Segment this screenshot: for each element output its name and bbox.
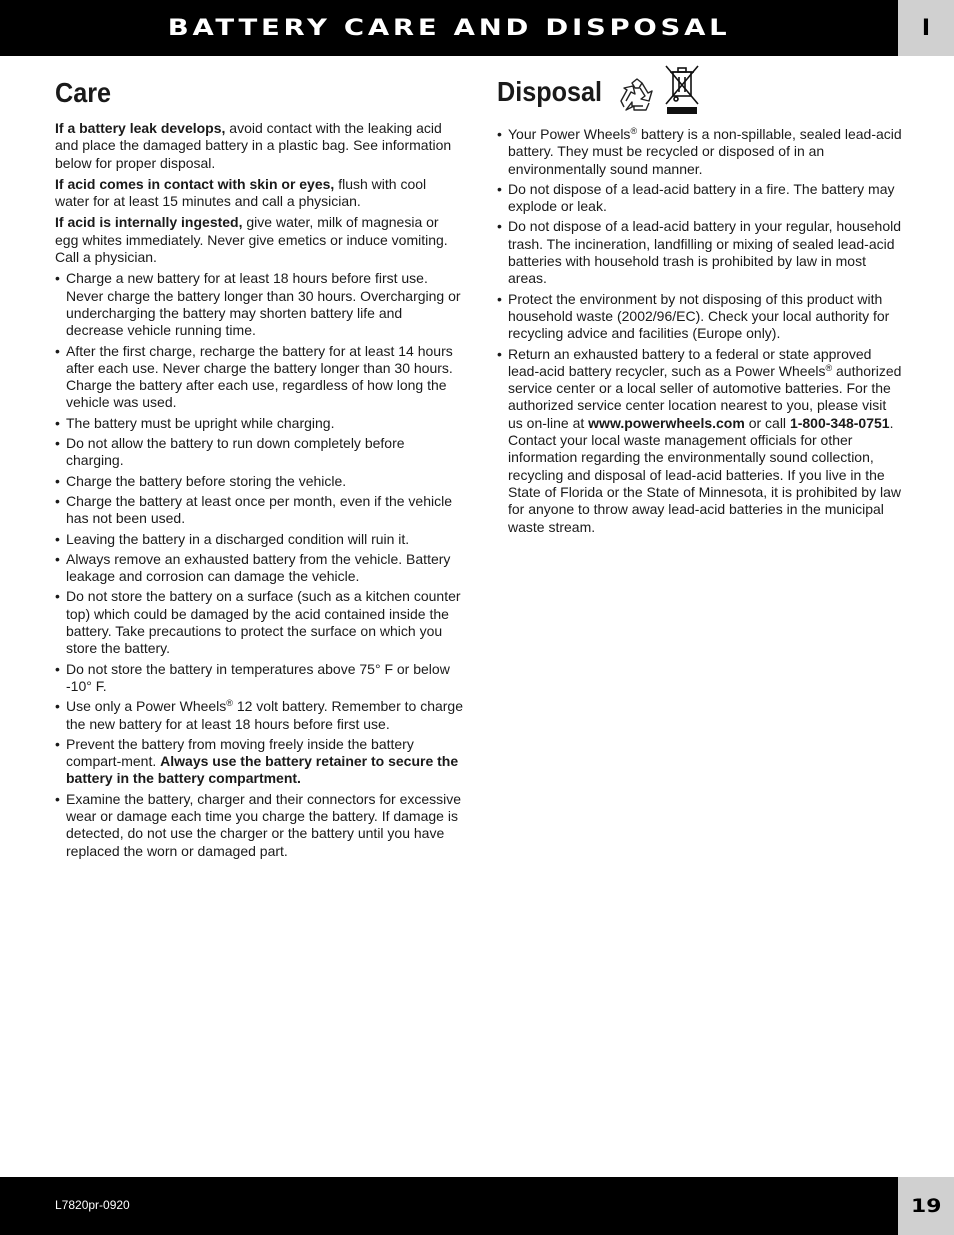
disposal-return-d: . Contact your local waste management officials for other information regarding the environmentally sound collection, recycling and disposal of lead-acid batteries. If you live in the State of Florida or the State of Minnesota, it is prohibited by law for anyone to throw away lead-acid batteries in the municipal waste stream. [508, 414, 901, 535]
disposal-bullet: • Protect the environment by not disposing of this product with household waste (2002/96/EC). Check your local authority for recycling advice and facilities (Europe only). [497, 291, 902, 343]
care-bullet: • Charge the battery before storing the vehicle. [55, 473, 463, 490]
care-para-leak-bold: If a battery leak develops, [55, 120, 226, 136]
disposal-bullet: • Do not dispose of a lead-acid battery in a fire. The battery may explode or leak. [497, 181, 902, 216]
language-tab-mark: I [921, 15, 931, 41]
care-bullet-power-a: Use only a Power Wheels [66, 698, 227, 715]
care-bullet: • Always remove an exhausted battery from the vehicle. Battery leakage and corrosion can damage the vehicle. [55, 551, 463, 586]
footer-bar [0, 1177, 898, 1235]
registered-mark: ® [825, 362, 833, 373]
care-bullet-list [55, 270, 463, 860]
disposal-bullet-sealed-b: battery is a non-spillable, sealed lead-acid battery. They must be recycled or disposed of in an environmentally sound manner. [508, 126, 902, 177]
care-para-ingested-text: give water, milk of magnesia or egg whites immediately. Never give emetics or induce vomiting. Call a physician. [55, 214, 448, 266]
disposal-return-a: Return an exhausted battery to a federal or state approved lead-acid battery recycler, such as a Power Wheels [508, 345, 872, 379]
disposal-column [497, 76, 902, 539]
disposal-bullet-return [497, 346, 902, 536]
section-title: BATTERY CARE AND DISPOSAL [167, 15, 731, 41]
care-bullet-retainer-bold: Always use the battery retainer to secure the battery in the battery compartment. [66, 753, 459, 787]
care-column [55, 76, 463, 863]
disposal-bullet-sealed-a: Your Power Wheels [508, 126, 631, 142]
care-heading: Care [55, 77, 112, 108]
care-bullet: • The battery must be upright while charging. [55, 415, 463, 432]
care-bullet-retainer-text: Prevent the battery from moving freely inside the battery compart-ment. [66, 735, 414, 770]
care-bullet: • Do not store the battery on a surface (such as a kitchen counter top) which could be damaged by the acid contained inside the battery. Take precautions to protect the surface on which you store the battery. [55, 588, 463, 657]
care-para-skin [55, 176, 463, 211]
language-tab [898, 0, 954, 56]
disposal-bullet-list [497, 126, 902, 536]
disposal-heading-row [497, 66, 902, 118]
care-bullet: • Charge the battery at least once per month, even if the vehicle has not been used. [55, 493, 463, 528]
page-number-tab [898, 1177, 954, 1235]
section-header-bar [0, 0, 898, 56]
disposal-bullet: • Do not dispose of a lead-acid battery in your regular, household trash. The incineration, landfilling or mixing of sealed lead-acid batteries with household trash is prohibited by law in most areas. [497, 218, 902, 287]
disposal-return-b: authorized service center or a local seller of automotive batteries. For the authorized service center location nearest to you, please visit us on-line at [508, 362, 902, 431]
care-bullet: • Charge a new battery for at least 18 hours before first use. Never charge the battery longer than 30 hours. Overcharging or undercharging the battery may shorten battery life and decrease vehicle running time. [55, 270, 463, 339]
phone-number: 1-800-348-0751 [789, 414, 890, 431]
document-code: L7820pr-0920 [55, 1198, 130, 1212]
care-bullet: • Leaving the battery in a discharged condition will ruin it. [55, 531, 463, 548]
care-bullet: • After the first charge, recharge the battery for at least 14 hours after each use. Never charge the battery longer than 30 hours. Charge the battery after each use, regardless of how long the vehicle was used. [55, 343, 463, 412]
care-bullet: • Do not store the battery in temperatures above 75° F or below -10° F. [55, 661, 463, 696]
care-para-ingested [55, 214, 463, 266]
care-para-leak [55, 120, 463, 172]
recycle-icon [618, 77, 656, 113]
care-para-skin-text: flush with cool water for at least 15 minutes and call a physician. [55, 175, 427, 210]
care-para-skin-bold: If acid comes in contact with skin or eyes, [55, 175, 335, 192]
care-bullet: • Examine the battery, charger and their connectors for excessive wear or damage each time you charge the battery. If damage is detected, do not use the charger or the battery until you have replaced the worn or damaged part. [55, 791, 463, 860]
page-number: 19 [910, 1195, 942, 1217]
care-bullet-power-b: 12 volt battery. Remember to charge the new battery for at least 18 hours before first use. [66, 698, 464, 732]
website-link[interactable]: www.powerwheels.com [588, 414, 745, 431]
disposal-heading: Disposal [497, 76, 603, 107]
disposal-return-c: or call [744, 414, 790, 431]
registered-mark: ® [226, 698, 233, 709]
disposal-bullet-sealed [497, 126, 902, 178]
care-bullet-retainer [55, 736, 463, 788]
care-para-ingested-bold: If acid is internally ingested, [55, 214, 243, 231]
registered-mark: ® [630, 126, 638, 136]
care-bullet-power-wheels [55, 698, 463, 733]
care-para-leak-text: avoid contact with the leaking acid and place the damaged battery in a plastic bag. See information below for proper disposal. [55, 120, 452, 171]
crossed-out-wheelie-bin-icon [664, 64, 700, 114]
care-bullet: • Do not allow the battery to run down completely before charging. [55, 435, 463, 470]
